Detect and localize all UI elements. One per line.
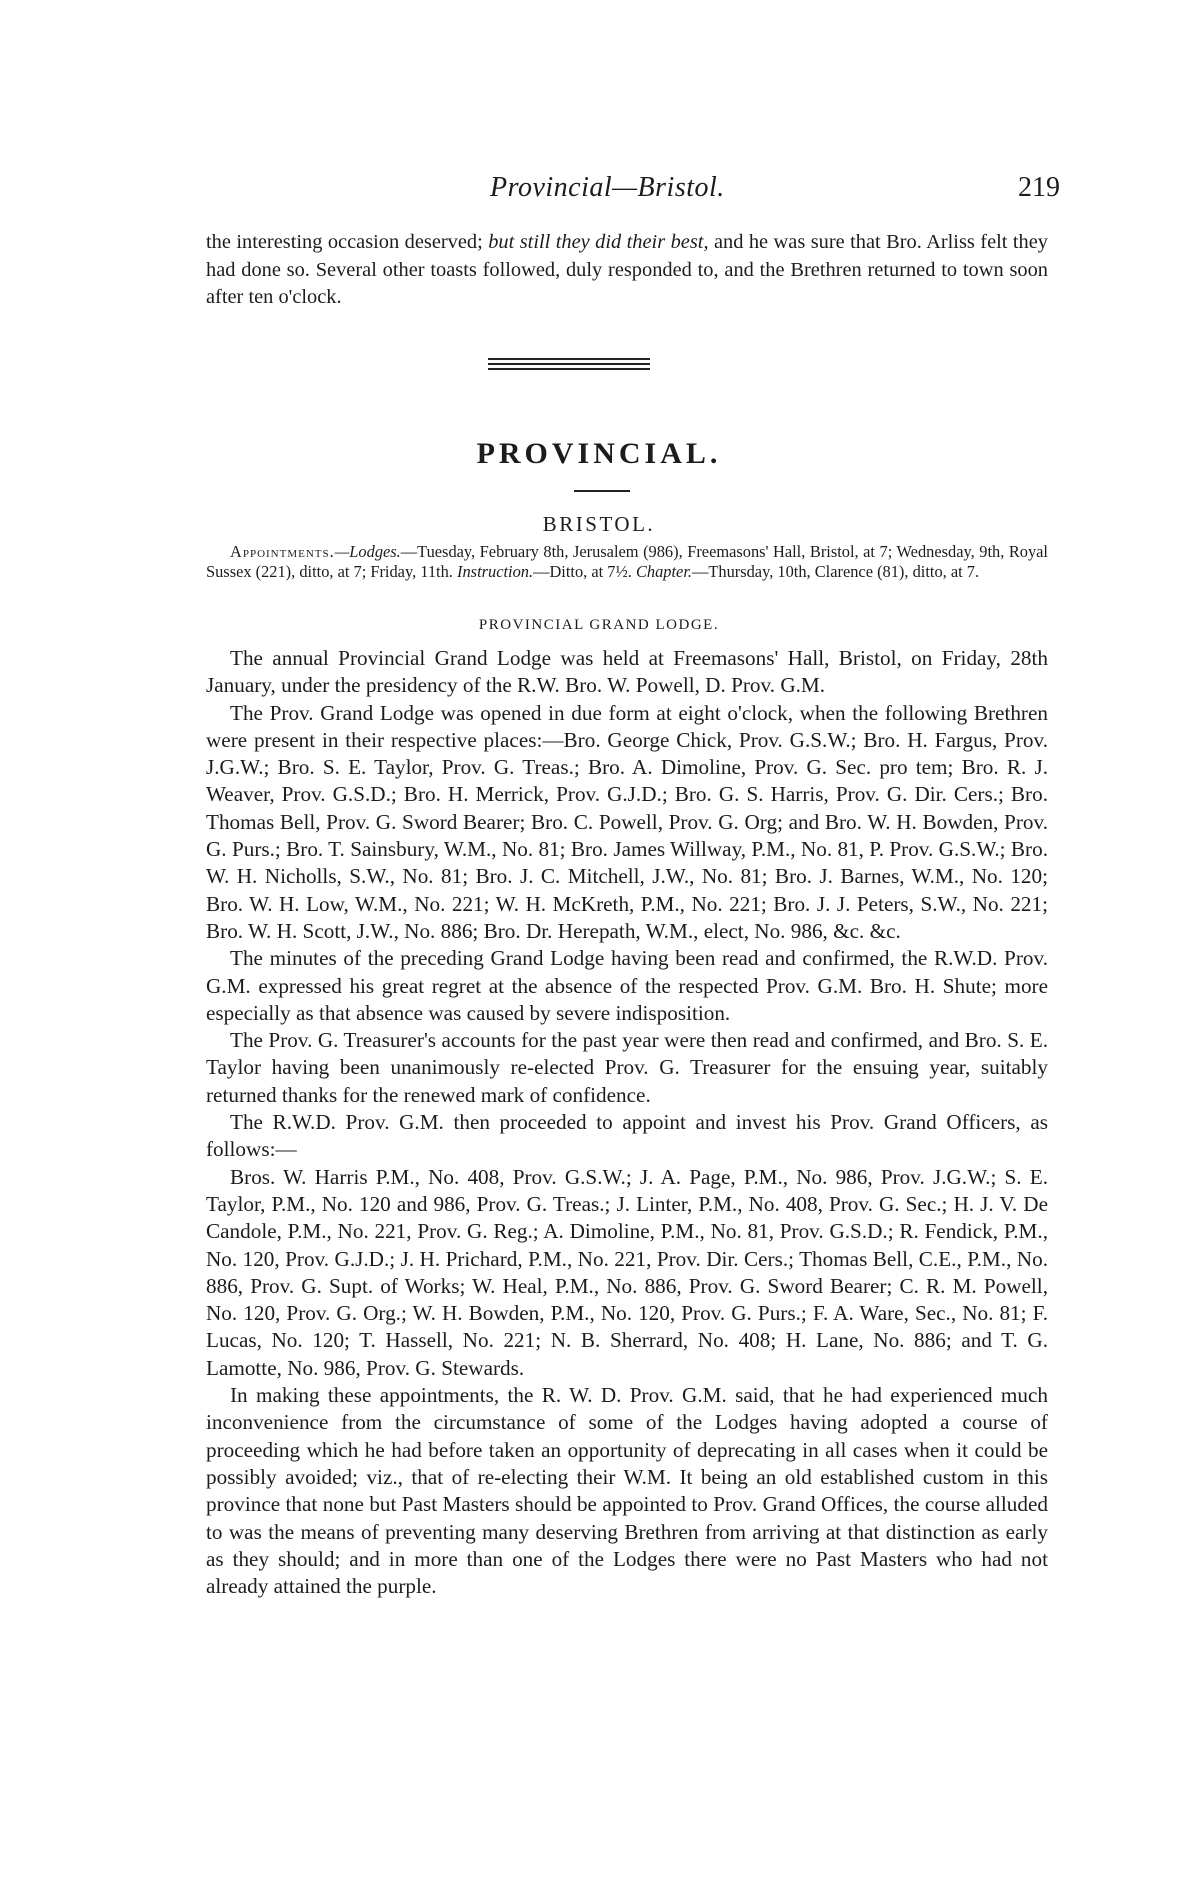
paragraph: The annual Provincial Grand Lodge was held at Freemasons' Hall, Bristol, on Friday, 28th January, under the presidency of the R.W. Bro. W. Powell, D. Prov. G.M. bbox=[206, 646, 1048, 698]
section-divider bbox=[488, 358, 650, 373]
paragraph: In making these appointments, the R. W. D. Prov. G.M. said, that he had experienced much inconvenience from the circumstance of some of the Lodges having adopted a course of proceeding which he had before taken an opportunity of deprecating in all cases when it could be possibly avoided; viz., that of re-electing their W.M. It being an old established custom in this province that none but Past Masters should be appointed to Prov. Grand Offices, the course alluded to was the means of preventing many deserving Brethren from arriving at that distinction as early as they should; and in more than one of the Lodges there were no Past Masters who had not already attained the purple. bbox=[206, 1383, 1048, 1599]
page-number: 219 bbox=[1018, 172, 1060, 203]
title-rule bbox=[574, 490, 630, 492]
intro-text-2: and he was sure that Bro. Arliss felt they had done so. Several other toasts followed, duly responded to, and the Brethren returned to town soon after ten o'clock. bbox=[206, 231, 1048, 308]
intro-text-1: the interesting occasion deserved; bbox=[206, 231, 489, 253]
lodges-text: —Tuesday, February 8th, Jerusalem (986), Freemasons' Hall, Bristol, at 7; Wednesday, 9th, Royal Sussex (221), ditto, at 7; Friday, 11th. bbox=[206, 542, 1048, 581]
instruction-text: —Ditto, at 7½. bbox=[533, 561, 632, 581]
running-head: Provincial—Bristol. bbox=[490, 172, 725, 203]
appointments-notice bbox=[206, 542, 1048, 581]
grand-lodge-heading: PROVINCIAL GRAND LODGE. bbox=[478, 617, 720, 633]
section-subtitle: BRISTOL. bbox=[542, 512, 656, 536]
officer-list: Bros. W. Harris P.M., No. 408, Prov. G.S.W.; J. A. Page, P.M., No. 986, Prov. J.G.W.; S. E. Taylor, P.M., No. 120 and 986, Prov. G. Treas.; J. Linter, P.M., No. 408, Prov. G. Sec.; H. J. V. De Candole, P.M., No. 221, Prov. G. Reg.; A. Dimoline, P.M., No. 81, Prov. G.S.D.; R. Fendick, P.M., No. 120, Prov. G.J.D.; J. H. Prichard, P.M., No. 221, Prov. Dir. Cers.; Thomas Bell, C.E., P.M., No. 886, Prov. G. Supt. of Works; W. Heal, P.M., No. 886, Prov. G. Sword Bearer; C. R. M. Powell, No. 120, Prov. G. Org.; W. H. Bowden, P.M., No. 120, Prov. G. Purs.; F. A. Ware, Sec., No. 81; F. Lucas, No. 120; T. Hassell, No. 221; N. B. Sherrard, No. 408; H. Lane, No. 886; and T. G. Lamotte, No. 986, Prov. G. Stewards. bbox=[206, 1164, 1048, 1380]
lodges-label: —Lodges. bbox=[334, 542, 401, 561]
section-title: PROVINCIAL. bbox=[476, 437, 722, 470]
intro-text-italic: but still they did their best, bbox=[488, 231, 709, 253]
paragraph: The Prov. G. Treasurer's accounts for the past year were then read and confirmed, and Bro. S. E. Taylor having been unanimously re-elected Prov. G. Treasurer for the ensuing year, suitably returned thanks for the renewed mark of confidence. bbox=[206, 1028, 1048, 1107]
chapter-text: —Thursday, 10th, Clarence (81), ditto, at 7. bbox=[691, 561, 980, 581]
appointments-lead: Appointments. bbox=[230, 542, 335, 561]
chapter-label: Chapter. bbox=[635, 561, 692, 581]
intro-paragraph bbox=[206, 229, 1048, 312]
paragraph: The Prov. Grand Lodge was opened in due form at eight o'clock, when the following Brethren were present in their respective places:—Bro. George Chick, Prov. G.S.W.; Bro. H. Fargus, Prov. J.G.W.; Bro. S. E. Taylor, Prov. G. Treas.; Bro. A. Dimoline, Prov. G. Sec. pro tem; Bro. R. J. Weaver, Prov. G.S.D.; Bro. H. Merrick, Prov. G.J.D.; Bro. G. S. Harris, Prov. G. Dir. Cers.; Bro. Thomas Bell, Prov. G. Sword Bearer; Bro. C. Powell, Prov. G. Org; and Bro. W. H. Bowden, Prov. G. Purs.; Bro. T. Sainsbury, W.M., No. 81; Bro. James Willway, P.M., No. 81, P. Prov. G.S.W.; Bro. W. H. Nicholls, S.W., No. 81; Bro. J. C. Mitchell, J.W., No. 81; Bro. J. Barnes, W.M., No. 120; Bro. W. H. Low, W.M., No. 221; W. H. McKreth, P.M., No. 221; Bro. J. J. Peters, S.W., No. 221; Bro. W. H. Scott, J.W., No. 886; Bro. Dr. Herepath, W.M., elect, No. 986, &c. &c. bbox=[206, 700, 1048, 943]
instruction-label: Instruction. bbox=[457, 561, 534, 581]
grand-lodge-body bbox=[206, 645, 1048, 1600]
paragraph: The minutes of the preceding Grand Lodge having been read and confirmed, the R.W.D. Prov. G.M. expressed his great regret at the absence of the respected Prov. G.M. Bro. H. Shute; more especially as that absence was caused by severe indisposition. bbox=[206, 946, 1048, 1025]
page-header bbox=[0, 172, 1198, 212]
paragraph: The R.W.D. Prov. G.M. then proceeded to appoint and invest his Prov. Grand Officers, as follows:— bbox=[206, 1110, 1048, 1162]
